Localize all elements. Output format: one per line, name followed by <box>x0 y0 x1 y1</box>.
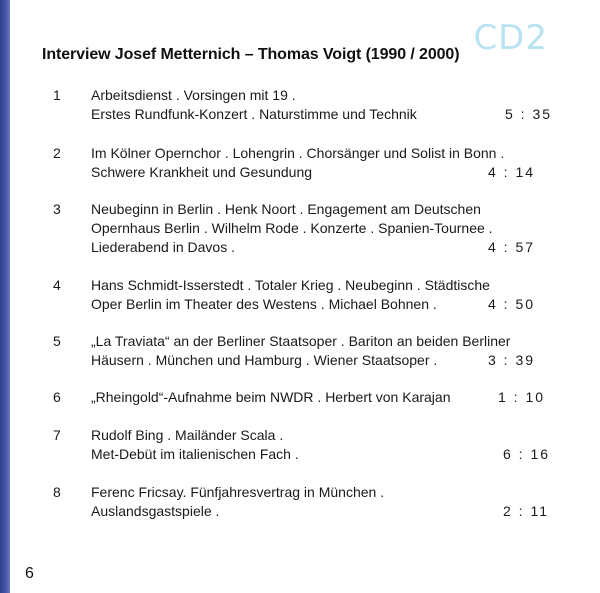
left-color-bar <box>0 0 10 593</box>
track-duration: 6 : 16 <box>503 446 551 462</box>
page-number: 6 <box>25 565 34 582</box>
track-text-line: Liederabend in Davos . <box>91 239 235 255</box>
track-duration: 4 : 14 <box>488 164 536 180</box>
track-text-line: Schwere Krankheit und Gesundung <box>91 164 313 180</box>
track-text-line: Auslandsgastspiele . <box>91 503 220 519</box>
track-text-line: „La Traviata“ an der Berliner Staatsoper . Bariton an beiden Berliner <box>91 333 511 349</box>
track-text-line: Neubeginn in Berlin . Henk Noort . Engagement am Deutschen <box>91 201 481 217</box>
track-duration: 1 : 10 <box>498 389 546 405</box>
track-number: 1 <box>53 87 61 103</box>
track-text-line: Häusern . München und Hamburg . Wiener Staatsoper . <box>91 352 438 368</box>
track-duration: 4 : 50 <box>488 296 536 312</box>
track-number: 3 <box>53 201 61 217</box>
track-number: 4 <box>53 277 61 293</box>
track-number: 8 <box>53 484 61 500</box>
track-number: 2 <box>53 145 61 161</box>
track-text-line: Arbeitsdienst . Vorsingen mit 19 . <box>91 87 296 103</box>
track-duration: 2 : 11 <box>503 503 549 519</box>
track-text-line: Rudolf Bing . Mailänder Scala . <box>91 427 284 443</box>
track-text-line: Opernhaus Berlin . Wilhelm Rode . Konzerte . Spanien-Tournee . <box>91 220 493 236</box>
track-text-line: Oper Berlin im Theater des Westens . Michael Bohnen . <box>91 296 437 312</box>
track-text-line: Ferenc Fricsay. Fünfjahresvertrag in München . <box>91 484 385 500</box>
track-number: 6 <box>53 389 61 405</box>
track-number: 7 <box>53 427 61 443</box>
track-duration: 5 : 35 <box>505 106 553 122</box>
track-text-line: Met-Debüt im italienischen Fach . <box>91 446 299 462</box>
track-text-line: Im Kölner Opernchor . Lohengrin . Chorsänger und Solist in Bonn . <box>91 145 505 161</box>
track-duration: 4 : 57 <box>488 239 536 255</box>
track-text-line: Hans Schmidt-Isserstedt . Totaler Krieg . Neubeginn . Städtische <box>91 277 490 293</box>
page-title: Interview Josef Metternich – Thomas Voigt (1990 / 2000) <box>42 46 460 63</box>
track-number: 5 <box>53 333 61 349</box>
cd-label: CD2 <box>473 18 548 58</box>
track-text-line: „Rheingold“-Aufnahme beim NWDR . Herbert von Karajan <box>91 389 451 405</box>
track-duration: 3 : 39 <box>488 352 536 368</box>
track-text-line: Erstes Rundfunk-Konzert . Naturstimme und Technik <box>91 106 417 122</box>
